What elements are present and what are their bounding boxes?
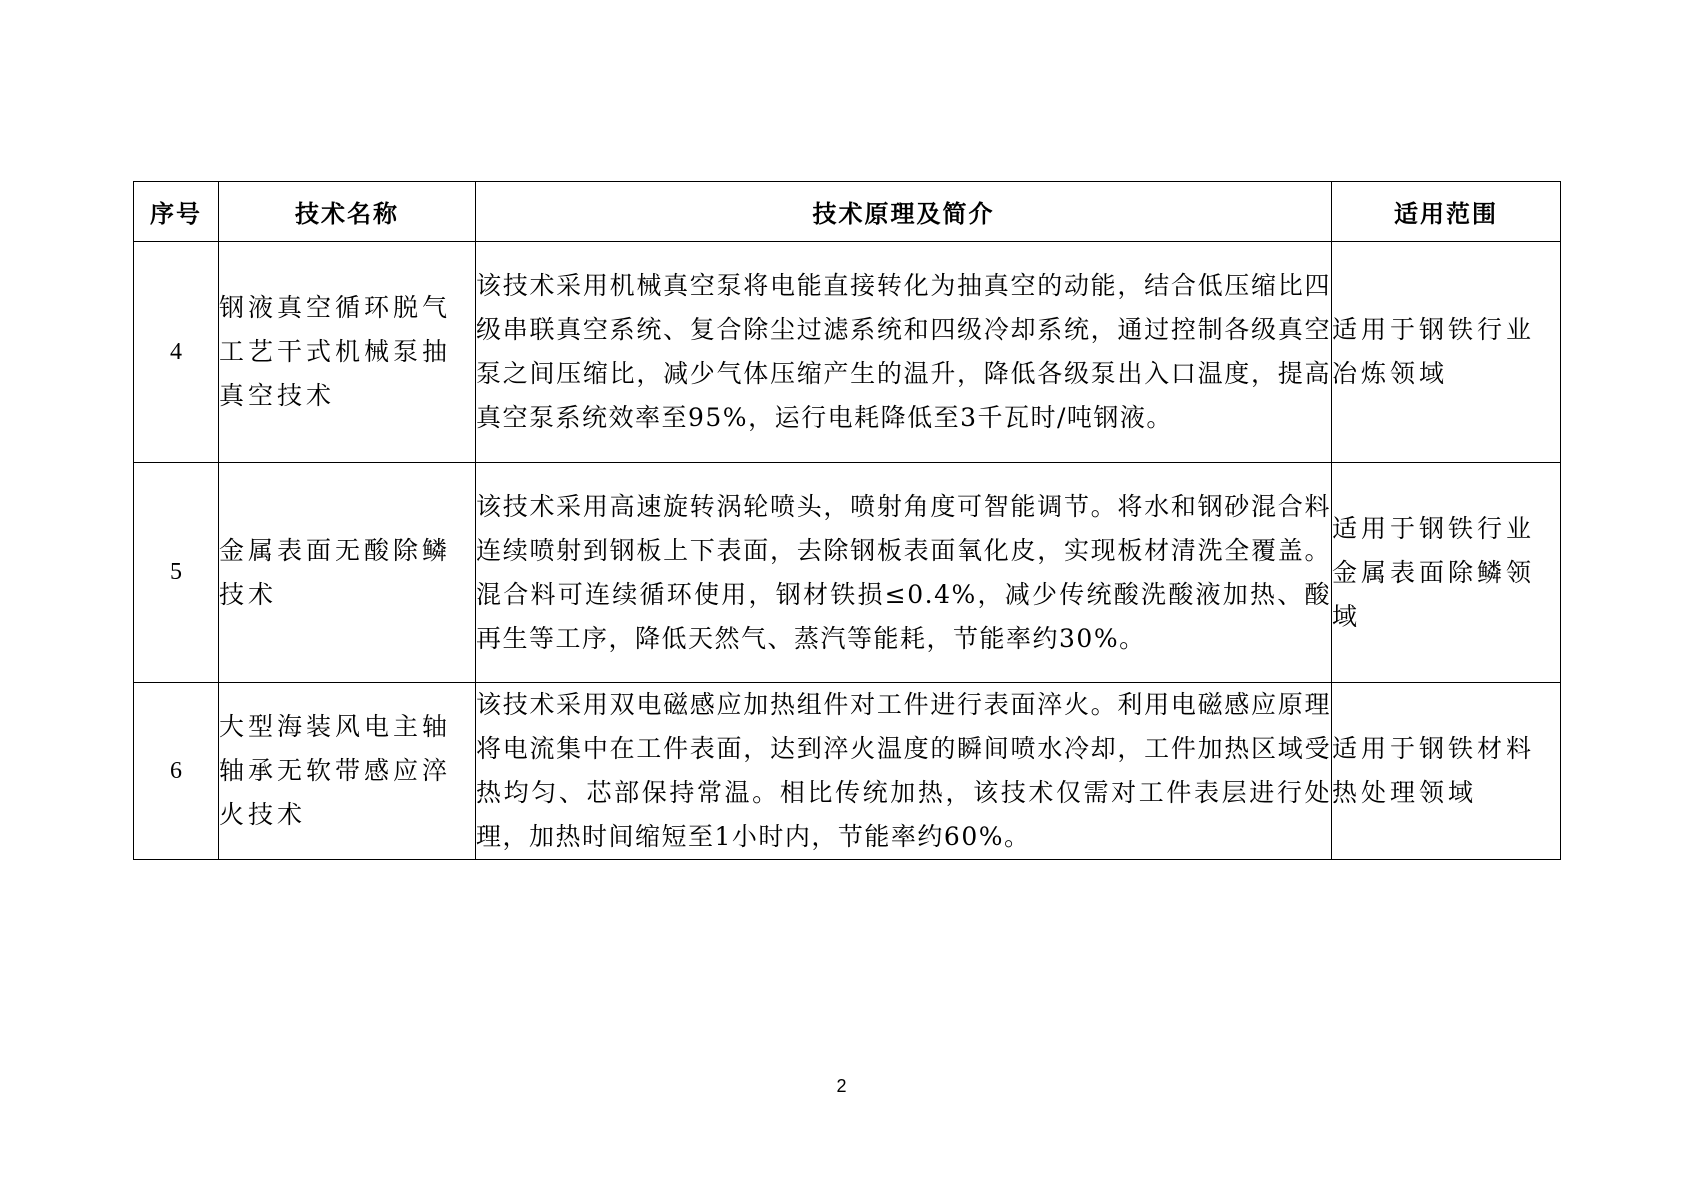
technology-table — [133, 181, 1561, 860]
cell-technology-name: 金属表面无酸除鳞技术 — [219, 463, 476, 683]
cell-serial-number: 5 — [134, 463, 219, 683]
cell-application-scope: 适用于钢铁行业金属表面除鳞领域 — [1332, 463, 1561, 683]
header-application-scope: 适用范围 — [1332, 182, 1561, 242]
cell-application-scope: 适用于钢铁行业冶炼领域 — [1332, 242, 1561, 463]
cell-description: 该技术采用高速旋转涡轮喷头，喷射角度可智能调节。将水和钢砂混合料连续喷射到钢板上下表面，去除钢板表面氧化皮，实现板材清洗全覆盖。混合料可连续循环使用，钢材铁损≤0.4%，减少传统酸洗酸液加热、酸再生等工序，降低天然气、蒸汽等能耗，节能率约30%。 — [476, 463, 1332, 683]
table-row — [134, 242, 1561, 463]
table-row — [134, 683, 1561, 860]
header-technology-name: 技术名称 — [219, 182, 476, 242]
cell-technology-name: 大型海装风电主轴轴承无软带感应淬火技术 — [219, 683, 476, 860]
cell-technology-name: 钢液真空循环脱气工艺干式机械泵抽真空技术 — [219, 242, 476, 463]
table-row — [134, 463, 1561, 683]
cell-description: 该技术采用双电磁感应加热组件对工件进行表面淬火。利用电磁感应原理将电流集中在工件表面，达到淬火温度的瞬间喷水冷却，工件加热区域受热均匀、芯部保持常温。相比传统加热，该技术仅需对工件表层进行处理，加热时间缩短至1小时内，节能率约60%。 — [476, 683, 1332, 860]
cell-serial-number: 4 — [134, 242, 219, 463]
cell-application-scope: 适用于钢铁材料热处理领域 — [1332, 683, 1561, 860]
header-serial-number: 序号 — [134, 182, 219, 242]
cell-description: 该技术采用机械真空泵将电能直接转化为抽真空的动能，结合低压缩比四级串联真空系统、复合除尘过滤系统和四级冷却系统，通过控制各级真空泵之间压缩比，减少气体压缩产生的温升，降低各级泵出入口温度，提高真空泵系统效率至95%，运行电耗降低至3千瓦时/吨钢液。 — [476, 242, 1332, 463]
table-header-row — [134, 182, 1561, 242]
header-principle-description: 技术原理及简介 — [476, 182, 1332, 242]
cell-serial-number: 6 — [134, 683, 219, 860]
page-number: 2 — [836, 1076, 847, 1096]
